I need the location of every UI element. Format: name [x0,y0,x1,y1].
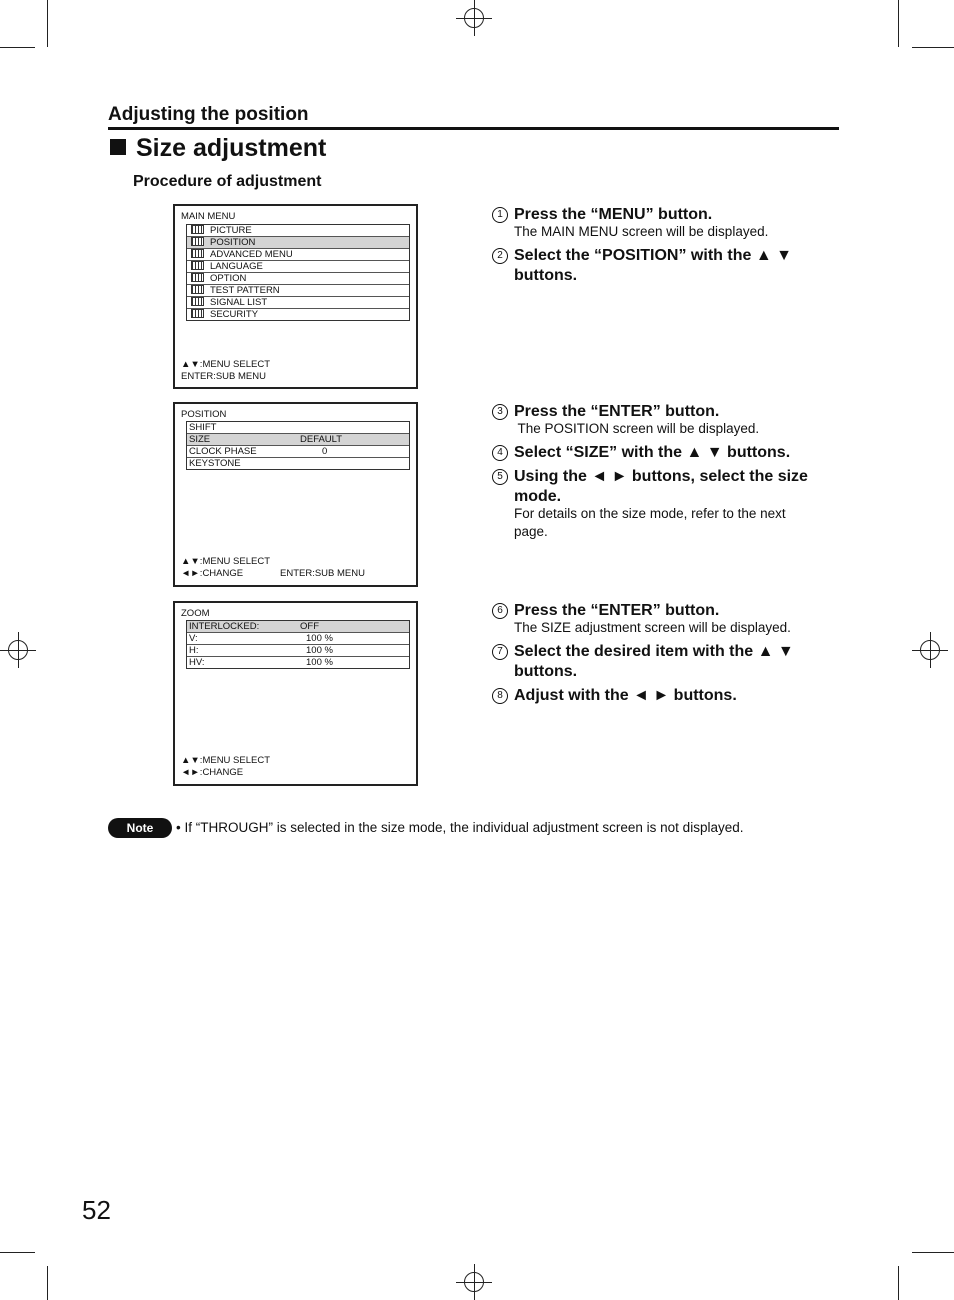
osd-menu-list [186,224,410,321]
osd-footer-hint: ◄►:CHANGE [181,767,244,778]
step-3 [492,402,837,422]
osd-footer-hint: ▲▼:MENU SELECT [181,755,271,766]
osd-menu-item: SHIFT [187,422,409,434]
step-text: Select the desired item with the ▲ ▼ buttons. [514,643,794,680]
language-icon [191,261,204,270]
osd-title: MAIN MENU [181,211,236,222]
crop-mark [47,0,48,47]
osd-menu-item: TEST PATTERN [187,285,409,297]
registration-mark-icon [456,0,492,36]
position-icon [191,237,204,246]
osd-menu-item-selected: POSITION [187,237,409,249]
step-text: Press the “ENTER” button. [514,403,720,420]
crop-mark [912,47,954,48]
registration-mark-icon [456,1264,492,1300]
crop-mark [0,47,35,48]
registration-mark-icon [0,632,36,668]
step-number: 6 [492,603,508,619]
option-icon [191,273,204,282]
page-title [110,134,326,163]
step-5 [492,467,837,507]
osd-item-value: OFF [300,621,319,632]
note-badge: Note [108,818,172,838]
step-text: Select the “POSITION” with the ▲ ▼ buttons. [514,247,792,284]
crop-mark [898,1266,899,1300]
step-number: 3 [492,404,508,420]
crop-mark [0,1252,35,1253]
step-text: Adjust with the ◄ ► buttons. [514,687,737,704]
osd-menu-item: ADVANCED MENU [187,249,409,261]
step-1 [492,205,837,225]
security-icon [191,309,204,318]
osd-footer-hint: ▲▼:MENU SELECT [181,556,271,567]
note-text: • If “THROUGH” is selected in the size mode, the individual adjustment screen is not displayed. [176,820,744,835]
step-number: 5 [492,469,508,485]
step-number: 4 [492,445,508,461]
osd-menu-item: PICTURE [187,225,409,237]
osd-menu-item: SIGNAL LIST [187,297,409,309]
advanced-menu-icon [191,249,204,258]
step-number: 7 [492,644,508,660]
osd-menu-item: V: 100 % [187,633,409,645]
osd-main-menu [173,204,418,389]
osd-title: POSITION [181,409,227,420]
osd-menu-item-selected: INTERLOCKED: OFF [187,621,409,633]
osd-item-value: 100 % [306,633,333,644]
step-number: 2 [492,248,508,264]
osd-item-value: DEFAULT [300,434,343,445]
step-number: 1 [492,207,508,223]
procedure-heading: Procedure of adjustment [133,173,322,190]
step-4 [492,443,837,463]
registration-mark-icon [912,632,948,668]
square-bullet-icon [110,139,126,155]
crop-mark [912,1252,954,1253]
step-text: Using the ◄ ► buttons, select the size mode. [514,468,808,505]
osd-footer-hint: ▲▼:MENU SELECT [181,359,271,370]
osd-title: ZOOM [181,608,210,619]
step-8 [492,686,837,706]
osd-menu-item: HV: 100 % [189,657,333,668]
page-number: 52 [82,1195,111,1225]
crop-mark [898,0,899,47]
section-divider [108,127,839,130]
page-title-text: Size adjustment [136,134,327,162]
step-7 [492,642,837,682]
osd-menu-item: KEYSTONE [189,458,241,469]
osd-menu-list [186,421,410,470]
osd-menu-list [186,620,410,669]
test-pattern-icon [191,285,204,294]
step-6 [492,601,837,621]
step-description: The MAIN MENU screen will be displayed. [514,224,769,239]
osd-menu-item: LANGUAGE [187,261,409,273]
osd-menu-item: H: 100 % [187,645,409,657]
picture-icon [191,225,204,234]
step-number: 8 [492,688,508,704]
osd-menu-item: SECURITY [187,309,409,320]
step-text: Press the “ENTER” button. [514,602,720,619]
osd-footer-hint: ENTER:SUB MENU [280,568,365,579]
osd-item-value: 0 [322,446,328,457]
signal-list-icon [191,297,204,306]
step-description: The SIZE adjustment screen will be displayed. [514,620,791,635]
step-text: Press the “MENU” button. [514,206,713,223]
osd-menu-item-selected: SIZE DEFAULT [187,434,409,446]
osd-menu-item: CLOCK PHASE 0 [187,446,409,458]
osd-position-menu [173,402,418,587]
step-description: For details on the size mode, refer to the next page. [514,506,786,539]
section-title: Adjusting the position [108,104,309,125]
step-description: The POSITION screen will be displayed. [514,421,760,436]
osd-footer-hint: ENTER:SUB MENU [181,371,266,382]
osd-menu-item: OPTION [187,273,409,285]
crop-mark [47,1266,48,1300]
osd-item-value: 100 % [306,645,333,656]
osd-zoom-menu [173,601,418,786]
step-text: Select “SIZE” with the ▲ ▼ buttons. [514,444,791,461]
osd-footer-hint: ◄►:CHANGE [181,568,244,579]
osd-item-value: 100 % [306,657,333,668]
step-2 [492,246,837,286]
